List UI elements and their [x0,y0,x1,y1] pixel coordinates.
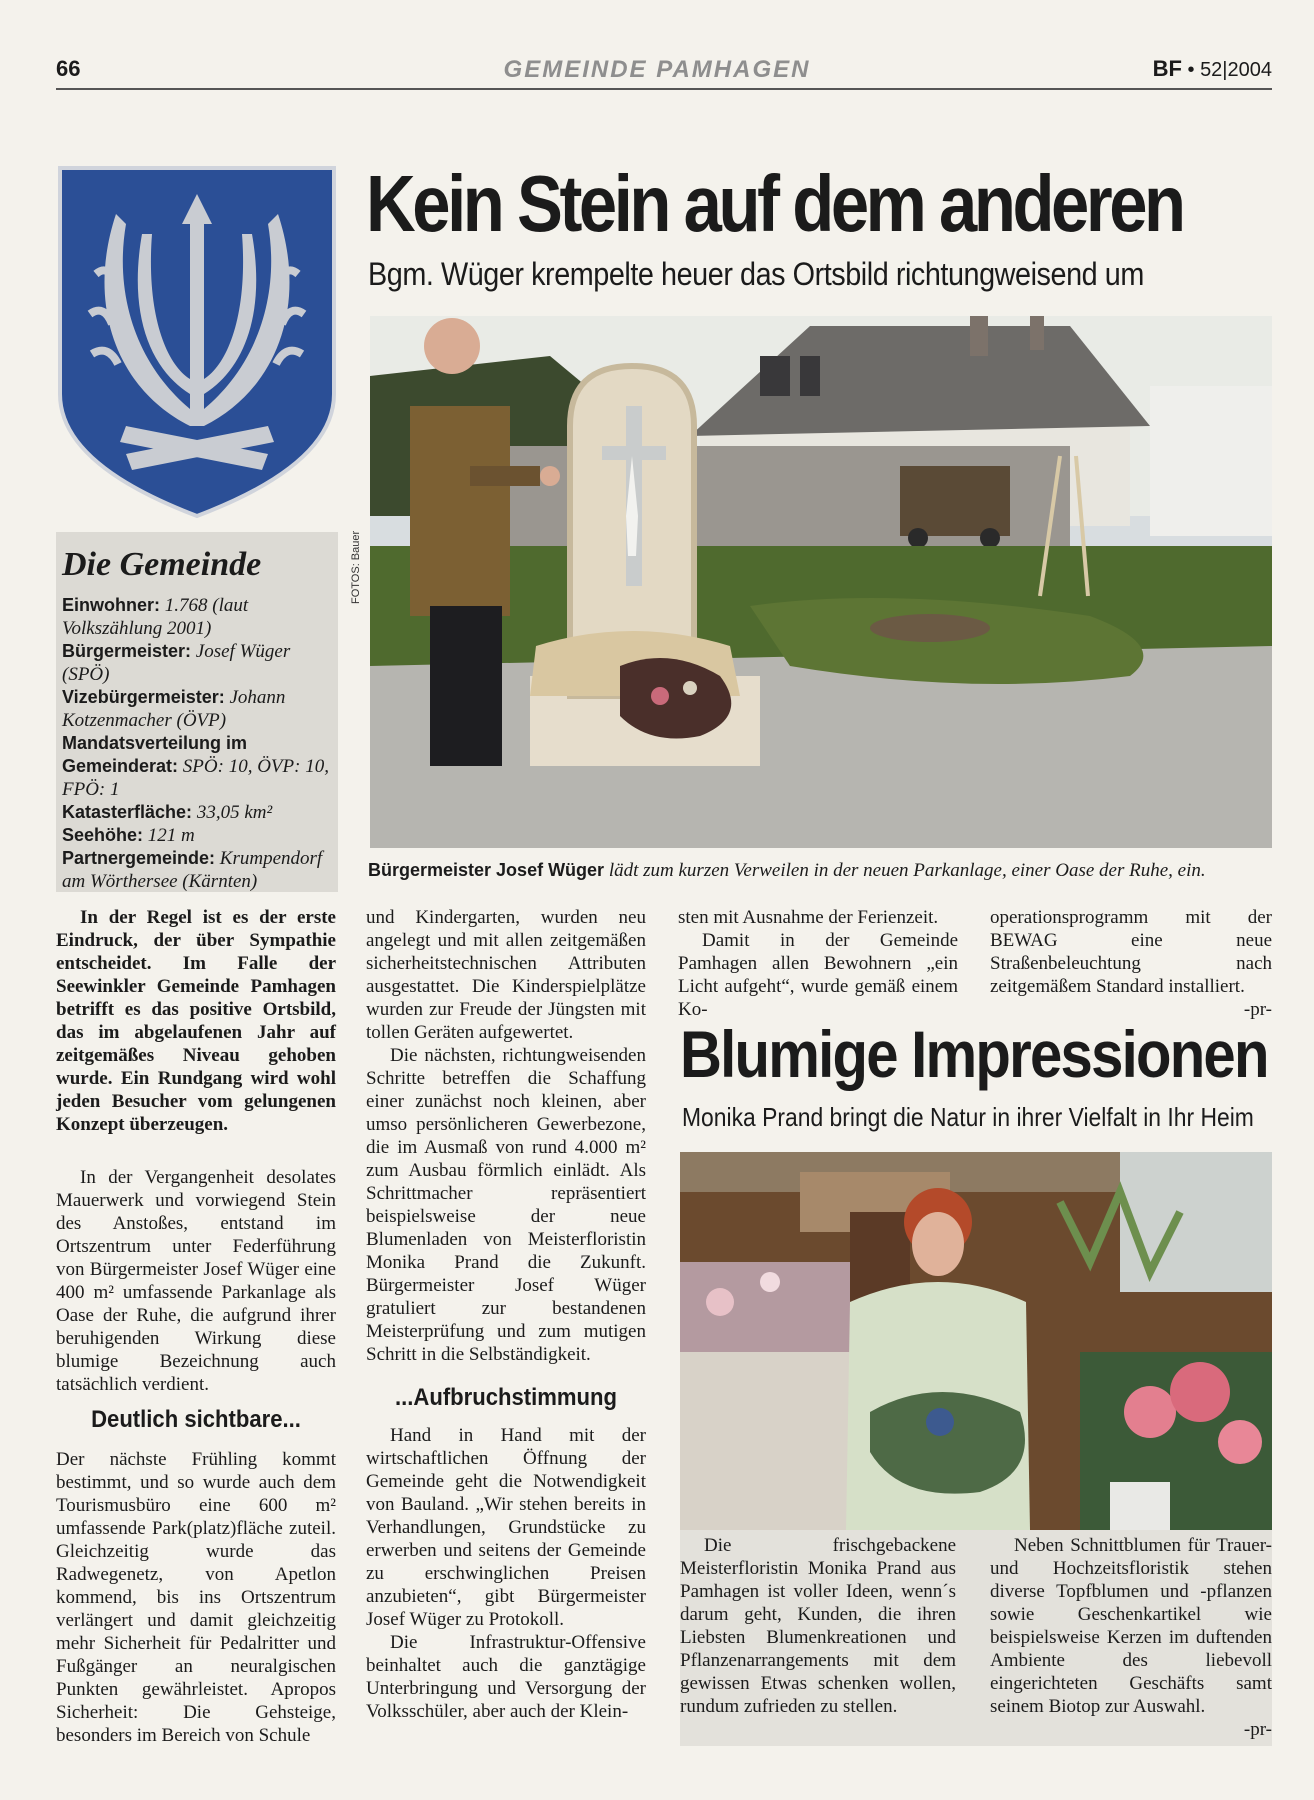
info-label: Partnergemeinde: [62,848,216,868]
issue-info: BF • 52|2004 [1152,56,1272,81]
article-paragraph: Die nächsten, richtungweisenden Schritte betreffen die Schaffung einer zunächst noch kleinen, aber umso persönlicheren Gewerbezone, die im Ausmaß von rund 4.000 m² zum Ausbau förmlich einlädt. Als Schrittmacher repräsentiert beispielsweise der neue Blumenladen von Meisterfloristin Monika Prand die Zukunft. Bürgermeister Josef Wüger gratuliert zur bestandenen Meisterprüfung und zum mutigen Schritt in die Selbständigkeit. [366,1045,646,1365]
info-label: Mandatsverteilung im Gemeinderat: [62,733,248,776]
info-value: 121 m [147,825,195,846]
issue-number: 52|2004 [1200,59,1272,81]
article-subheadline: Bgm. Wüger krempelte heuer das Ortsbild richtungweisend um [368,256,1144,292]
author-signature: -pr- [1243,999,1272,1020]
article-paragraph: Der nächste Frühling kommt bestimmt, und so wurde auch dem Tourismusbüro eine 600 m² umfassende Park(platz)fläche zuteil. Gleichzeitig wurde das Radwegenetz, von Apetlon kommend, bis ins Ortszentrum verlängert und damit gleichzeitig mehr Sicherheit für Pedalritter und Fußgänger an neuralgischen Punkten gewährleistet. Apropos Sicherheit: Die Gehsteige, besonders im Bereich von Schule [56,1449,336,1746]
article-paragraph: operationsprogramm mit der BEWAG eine neue Straßenbeleuchtung nach zeitgemäßem Standard installiert. [990,907,1272,997]
publication-name: BF [1152,56,1182,81]
page-number: 66 [56,56,81,81]
info-label: Vizebürgermeister: [62,687,225,707]
info-row [62,594,334,640]
article-subheading: Deutlich sichtbare... [91,1406,301,1433]
article-column-4 [990,906,1272,1021]
info-value: 33,05 km² [196,802,273,823]
info-row [62,824,334,847]
info-row [62,847,334,893]
info-value: Johann Kotzenmacher (ÖVP) [62,687,286,731]
article-subheading: ...Aufbruchstimmung [394,1384,618,1411]
article2-column-2 [990,1534,1272,1741]
info-row [62,640,334,686]
caption-name: Bürgermeister Josef Wüger [368,860,605,880]
mayor-park-photo [370,316,1272,848]
info-label: Bürgermeister: [62,641,192,661]
info-value: Krumpendorf am Wörthersee (Kärnten) [62,848,323,892]
info-label: Katasterfläche: [62,802,193,822]
coat-of-arms-icon [56,164,338,520]
info-box-title: Die Gemeinde [62,546,262,583]
article2-subheadline: Monika Prand bringt die Natur in ihrer Vielfalt in Ihr Heim [682,1102,1254,1132]
florist-shop-photo [680,1152,1272,1530]
article-paragraph: Hand in Hand mit der wirtschaftlichen Öffnung der Gemeinde geht die Notwendigkeit von Bauland. „Wir stehen bereits in Verhandlungen, Grundstücke zu erwerben und seitens der Gemeinde zu erschwinglichen Preisen anzubieten“, gibt Bürgermeister Josef Wüger zu Protokoll. [366,1425,646,1630]
article-paragraph: Neben Schnittblumen für Trauer- und Hochzeitsfloristik stehen diverse Topfblumen und -pflanzen sowie Geschenkartikel wie beispielsweise Kerzen im duftenden Ambiente des liebevoll eingerichteten Geschäfts samt seinem Biotop zur Auswahl. [990,1535,1272,1717]
info-value: 1.768 (laut Volkszählung 2001) [62,595,249,639]
article-paragraph: Damit in der Gemeinde Pamhagen allen Bewohnern „ein Licht aufgeht“, wurde gemäß einem Ko- [678,930,958,1020]
info-value: SPÖ: 10, ÖVP: 10, FPÖ: 1 [62,756,329,800]
photo-caption [368,860,1206,882]
info-row [62,801,334,824]
article-paragraph: In der Vergangenheit desolates Mauerwerk und vorwiegend Stein des Anstoßes, entstand im Ortszentrum unter Federführung von Bürgermeister Josef Wüger eine 400 m² umfassende Parkanlage als Oase der Ruhe, die aufgrund ihrer beruhigenden Wirkung diese blumige Bezeichnung auch tatsächlich verdient. [56,1167,336,1395]
section-title: GEMEINDE PAMHAGEN [503,56,811,83]
article-column-2b [366,1424,646,1723]
info-row [62,686,334,732]
header-rule [56,88,1272,90]
info-value: Josef Wüger (SPÖ) [62,641,291,685]
article-paragraph: Die frischgebackene Meisterfloristin Monika Prand aus Pamhagen ist voller Ideen, wenn´s darum geht, Kunden, die ihren Liebsten Blumenkreationen und Pflanzenarrangements mit dem gewissen Etwas schenken wollen, rundum zufrieden zu stellen. [680,1535,956,1717]
article-column-3 [678,906,958,1021]
article2-column-1 [680,1534,956,1718]
article-paragraph: sten mit Ausnahme der Ferienzeit. [678,907,939,928]
info-label: Einwohner: [62,595,160,615]
article-headline: Kein Stein auf dem anderen [366,159,1183,248]
article2-headline: Blumige Impressionen [680,1017,1268,1091]
article-lead: In der Regel ist es der erste Eindruck, der über Sympathie entscheidet. Im Falle der Seewinkler Gemeinde Pamhagen betrifft es das positive Ortsbild, das im abgelaufenen Jahr auf zeitgemäßes Niveau gehoben wurde. Ein Rundgang wird wohl jeden Besucher vom gelungenen Konzept überzeugen. [56,907,336,1135]
article-column-2 [366,906,646,1366]
info-label: Seehöhe: [62,825,144,845]
article-paragraph: Die Infrastruktur-Offensive beinhaltet auch die ganztägige Unterbringung und Versorgung der Volksschüler, aber auch der Klein- [366,1632,646,1722]
article-paragraph: und Kindergarten, wurden neu angelegt und mit allen zeitgemäßen sicherheitstechnischen Attributen ausgestattet. Die Kinderspielplätze wurden zur Freude der Jüngsten mit tollen Geräten aufgewertet. [366,907,646,1043]
caption-text: lädt zum kurzen Verweilen in der neuen Parkanlage, einer Oase der Ruhe, ein. [608,860,1206,881]
author-signature: -pr- [1243,1719,1272,1740]
info-box-body [62,594,334,893]
info-row [62,732,334,801]
photo-credit: FOTOS: Bauer [350,530,362,604]
